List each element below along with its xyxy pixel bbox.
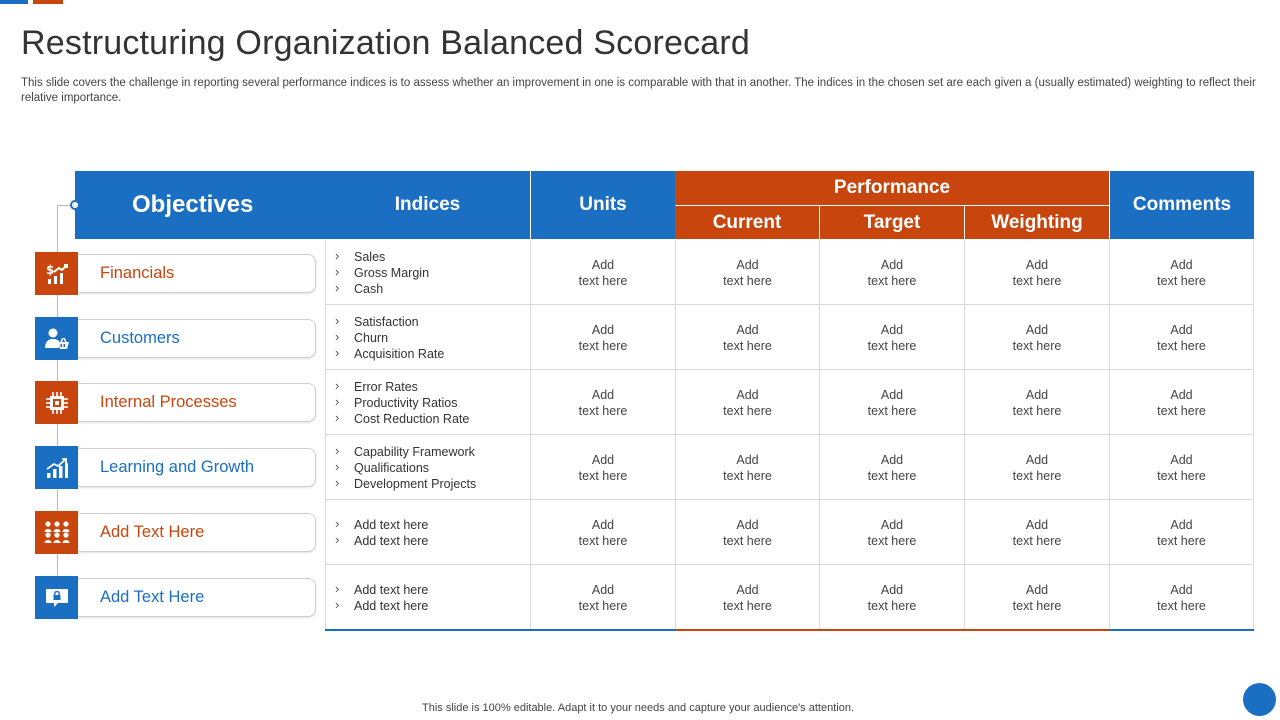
placeholder-line: text here	[1157, 469, 1206, 483]
placeholder-line: Add	[1025, 258, 1049, 272]
placeholder-line: Add	[880, 518, 904, 532]
index-item: › Add text here	[335, 517, 428, 533]
table-row	[325, 305, 1254, 370]
cell-units	[530, 565, 675, 630]
objective-label: Learning and Growth	[78, 448, 316, 487]
placeholder-line: Add	[591, 323, 615, 337]
processor-chip-icon	[35, 381, 78, 424]
header-weighting: Weighting	[964, 205, 1109, 239]
placeholder-line: text here	[1157, 599, 1206, 613]
cell-indices	[325, 565, 530, 630]
placeholder-line: text here	[578, 339, 628, 353]
table-bottom-border-blue-right	[1109, 629, 1254, 631]
placeholder-line: text here	[1012, 274, 1062, 288]
cell-comments	[1109, 565, 1254, 630]
objective-item	[35, 252, 316, 295]
placeholder-line: text here	[578, 274, 628, 288]
header-indices: Indices	[325, 171, 530, 239]
table-bottom-border-orange	[675, 629, 1109, 631]
objective-label: Internal Processes	[78, 383, 316, 422]
placeholder-text	[1110, 387, 1253, 419]
placeholder-line: Add	[1025, 453, 1049, 467]
placeholder-line: Add	[591, 453, 615, 467]
placeholder-line: text here	[1012, 339, 1062, 353]
placeholder-line: Add	[1170, 453, 1193, 467]
header-target: Target	[819, 205, 964, 239]
cell-target	[819, 500, 964, 565]
cell-units	[530, 240, 675, 305]
placeholder-line: text here	[1157, 274, 1206, 288]
cell-units	[530, 305, 675, 370]
placeholder-line: text here	[867, 534, 917, 548]
cell-current	[675, 240, 819, 305]
index-item: › Qualifications	[335, 460, 476, 476]
index-item: › Gross Margin	[335, 265, 429, 281]
placeholder-text	[965, 582, 1109, 614]
index-item: › Acquisition Rate	[335, 346, 444, 362]
cell-indices	[325, 500, 530, 565]
placeholder-text	[1110, 322, 1253, 354]
placeholder-line: Add	[591, 388, 615, 402]
cell-target	[819, 565, 964, 630]
placeholder-line: Add	[1170, 258, 1193, 272]
cell-weighting	[964, 435, 1109, 500]
placeholder-text	[531, 257, 675, 289]
placeholder-line: text here	[1157, 534, 1206, 548]
placeholder-text	[1110, 517, 1253, 549]
cell-weighting	[964, 500, 1109, 565]
placeholder-line: Add	[1170, 323, 1193, 337]
placeholder-line: Add	[736, 388, 759, 402]
placeholder-text	[531, 517, 675, 549]
cell-target	[819, 435, 964, 500]
cell-current	[675, 305, 819, 370]
placeholder-line: Add	[1170, 388, 1193, 402]
finance-chart-icon	[35, 252, 78, 295]
placeholder-line: text here	[723, 404, 772, 418]
objectives-connector-dot	[70, 200, 80, 210]
placeholder-text	[1110, 582, 1253, 614]
cell-weighting	[964, 305, 1109, 370]
indices-list	[335, 517, 428, 549]
placeholder-text	[1110, 257, 1253, 289]
cell-indices	[325, 370, 530, 435]
placeholder-line: text here	[1012, 599, 1062, 613]
objective-label: Add Text Here	[78, 513, 316, 552]
placeholder-line: text here	[1157, 404, 1206, 418]
cell-units	[530, 435, 675, 500]
placeholder-line: text here	[723, 599, 772, 613]
placeholder-text	[820, 322, 964, 354]
objective-item	[35, 576, 316, 619]
placeholder-text	[965, 517, 1109, 549]
placeholder-text	[531, 452, 675, 484]
index-item: › Cost Reduction Rate	[335, 411, 469, 427]
cell-current	[675, 565, 819, 630]
indices-list	[335, 379, 469, 427]
placeholder-text	[676, 257, 819, 289]
cell-current	[675, 370, 819, 435]
cell-target	[819, 370, 964, 435]
placeholder-line: text here	[867, 404, 917, 418]
placeholder-line: text here	[578, 534, 628, 548]
index-item: › Churn	[335, 330, 444, 346]
cell-weighting	[964, 370, 1109, 435]
placeholder-line: Add	[1170, 583, 1193, 597]
placeholder-line: text here	[723, 469, 772, 483]
index-item: › Add text here	[335, 598, 428, 614]
top-accent-blue	[0, 0, 28, 4]
placeholder-line: Add	[736, 453, 759, 467]
objectives-header: Objectives	[75, 171, 325, 239]
cell-target	[819, 240, 964, 305]
placeholder-text	[965, 452, 1109, 484]
objective-label: Customers	[78, 319, 316, 358]
placeholder-line: Add	[736, 583, 759, 597]
index-item: › Satisfaction	[335, 314, 444, 330]
cell-weighting	[964, 240, 1109, 305]
growth-chart-icon	[35, 446, 78, 489]
indices-list	[335, 582, 428, 614]
placeholder-line: Add	[880, 258, 904, 272]
cell-weighting	[964, 565, 1109, 630]
cell-units	[530, 370, 675, 435]
placeholder-line: Add	[1170, 518, 1193, 532]
cell-comments	[1109, 305, 1254, 370]
objective-item	[35, 381, 316, 424]
table-row	[325, 500, 1254, 565]
placeholder-line: text here	[1012, 404, 1062, 418]
objective-label: Add Text Here	[78, 578, 316, 617]
placeholder-text	[531, 322, 675, 354]
header-performance: Performance	[675, 171, 1109, 205]
placeholder-line: Add	[736, 258, 759, 272]
placeholder-line: text here	[723, 274, 772, 288]
header-current: Current	[675, 205, 819, 239]
placeholder-line: Add	[1025, 518, 1049, 532]
placeholder-text	[531, 387, 675, 419]
cell-current	[675, 435, 819, 500]
placeholder-text	[965, 387, 1109, 419]
placeholder-text	[676, 387, 819, 419]
placeholder-line: Add	[1025, 583, 1049, 597]
corner-circle-decoration	[1243, 683, 1276, 716]
placeholder-text	[820, 582, 964, 614]
lock-screen-icon	[35, 576, 78, 619]
index-item: › Development Projects	[335, 476, 476, 492]
cell-comments	[1109, 240, 1254, 305]
placeholder-line: text here	[1012, 469, 1062, 483]
placeholder-line: text here	[578, 404, 628, 418]
indices-list	[335, 444, 476, 492]
objective-item	[35, 511, 316, 554]
cell-indices	[325, 305, 530, 370]
cell-comments	[1109, 500, 1254, 565]
placeholder-line: text here	[1012, 534, 1062, 548]
placeholder-line: Add	[736, 323, 759, 337]
placeholder-text	[965, 257, 1109, 289]
indices-list	[335, 314, 444, 362]
placeholder-line: Add	[880, 323, 904, 337]
slide-title: Restructuring Organization Balanced Scorecard	[21, 24, 751, 62]
index-item: › Error Rates	[335, 379, 469, 395]
table-row	[325, 435, 1254, 500]
placeholder-line: Add	[880, 388, 904, 402]
objective-item	[35, 317, 316, 360]
table-row	[325, 370, 1254, 435]
placeholder-line: text here	[578, 599, 628, 613]
customer-basket-icon	[35, 317, 78, 360]
cell-current	[675, 500, 819, 565]
placeholder-line: Add	[880, 583, 904, 597]
placeholder-line: Add	[591, 583, 615, 597]
objective-item	[35, 446, 316, 489]
index-item: › Capability Framework	[335, 444, 476, 460]
placeholder-line: text here	[867, 469, 917, 483]
index-item: › Productivity Ratios	[335, 395, 469, 411]
placeholder-line: Add	[1025, 388, 1049, 402]
placeholder-text	[1110, 452, 1253, 484]
placeholder-text	[676, 322, 819, 354]
index-item: › Sales	[335, 249, 429, 265]
placeholder-line: Add	[736, 518, 759, 532]
placeholder-line: text here	[723, 339, 772, 353]
placeholder-line: Add	[591, 258, 615, 272]
indices-list	[335, 249, 429, 297]
cell-units	[530, 500, 675, 565]
placeholder-line: text here	[867, 274, 917, 288]
header-units: Units	[530, 171, 675, 239]
top-accent-orange	[33, 0, 63, 4]
placeholder-text	[965, 322, 1109, 354]
index-item: › Add text here	[335, 582, 428, 598]
placeholder-line: Add	[591, 518, 615, 532]
placeholder-text	[820, 517, 964, 549]
cell-indices	[325, 435, 530, 500]
placeholder-line: text here	[1157, 339, 1206, 353]
cell-comments	[1109, 370, 1254, 435]
index-item: › Cash	[335, 281, 429, 297]
placeholder-text	[676, 452, 819, 484]
header-comments: Comments	[1109, 171, 1254, 239]
cell-comments	[1109, 435, 1254, 500]
placeholder-text	[676, 582, 819, 614]
table-row	[325, 240, 1254, 305]
placeholder-line: text here	[578, 469, 628, 483]
placeholder-text	[820, 387, 964, 419]
placeholder-line: text here	[723, 534, 772, 548]
index-item: › Add text here	[335, 533, 428, 549]
svg-text:$: $	[45, 262, 54, 277]
cell-indices	[325, 240, 530, 305]
placeholder-text	[676, 517, 819, 549]
placeholder-line: text here	[867, 339, 917, 353]
team-people-icon	[35, 511, 78, 554]
placeholder-line: Add	[1025, 323, 1049, 337]
table-bottom-border-blue	[325, 629, 675, 631]
placeholder-text	[820, 452, 964, 484]
table-row	[325, 565, 1254, 630]
cell-target	[819, 305, 964, 370]
placeholder-line: text here	[867, 599, 917, 613]
objective-label: Financials	[78, 254, 316, 293]
placeholder-line: Add	[880, 453, 904, 467]
placeholder-text	[531, 582, 675, 614]
slide-subtitle: This slide covers the challenge in reporting several performance indices is to assess whether an improvement in one is comparable with that in another. The indices in the chosen set are each given a (usually estimated) weighting to reflect their relative importance.	[21, 77, 1256, 104]
placeholder-text	[820, 257, 964, 289]
slide-footer: This slide is 100% editable. Adapt it to your needs and capture your audience's attention.	[422, 702, 854, 714]
